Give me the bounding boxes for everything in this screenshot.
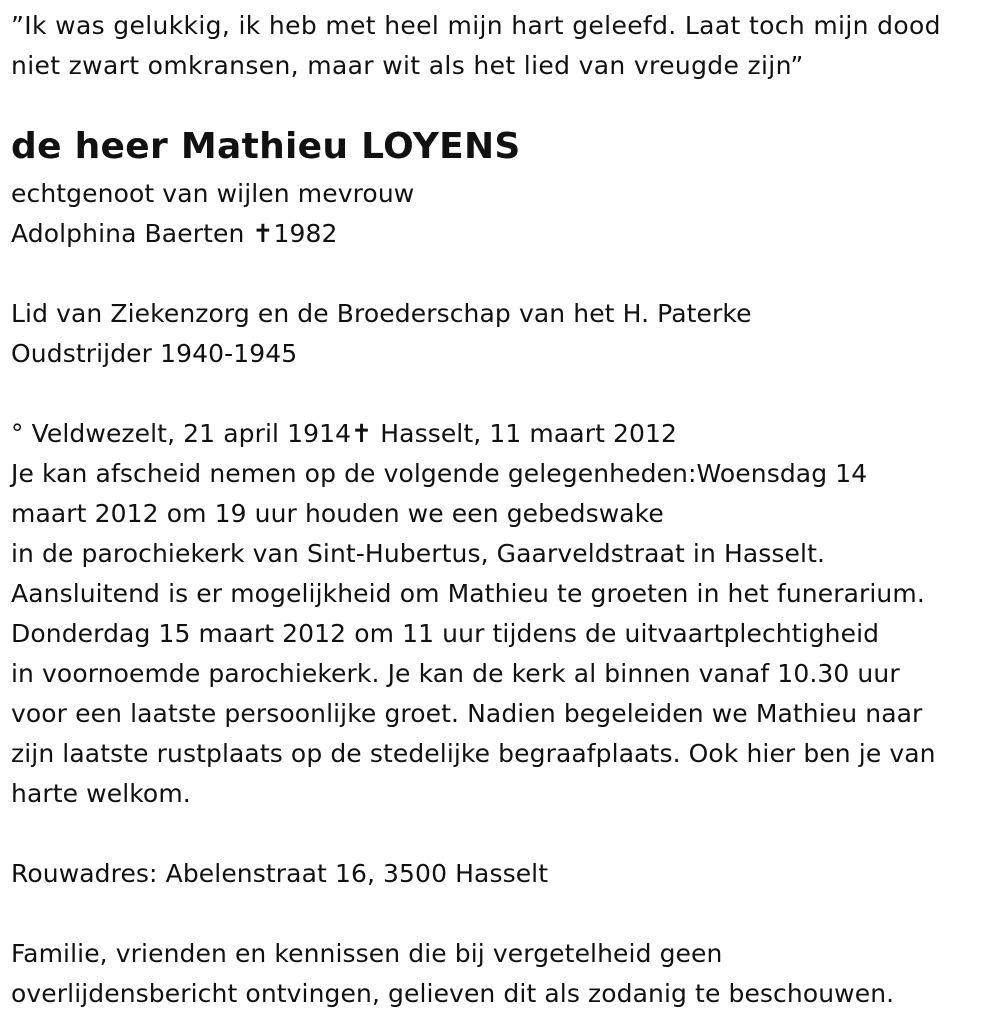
opening-quote	[11, 6, 941, 86]
details-line: Aansluitend is er mogelijkheid om Mathieu te groeten in het funerarium.	[11, 579, 925, 608]
spouse-info	[11, 174, 414, 254]
spouse-line-1: echtgenoot van wijlen mevrouw	[11, 179, 415, 208]
mourning-address	[11, 854, 548, 894]
details-line: in voornoemde parochiekerk. Je kan de kerk al binnen vanaf 10.30 uur	[11, 659, 900, 688]
address-line: Rouwadres: Abelenstraat 16, 3500 Hasselt	[11, 859, 549, 888]
membership-line-2: Oudstrijder 1940-1945	[11, 339, 298, 368]
details-line: Donderdag 15 maart 2012 om 11 uur tijdens de uitvaartplechtigheid	[11, 619, 880, 648]
funeral-details	[11, 414, 936, 814]
membership-line-1: Lid van Ziekenzorg en de Broederschap van het H. Paterke	[11, 299, 752, 328]
family-note	[11, 934, 894, 1014]
details-line: voor een laatste persoonlijke groet. Nadien begeleiden we Mathieu naar	[11, 699, 923, 728]
details-line: harte welkom.	[11, 779, 191, 808]
details-line: maart 2012 om 19 uur houden we een gebedswake	[11, 499, 664, 528]
details-line: Je kan afscheid nemen op de volgende gelegenheden:Woensdag 14	[11, 459, 868, 488]
details-line: in de parochiekerk van Sint-Hubertus, Gaarveldstraat in Hasselt.	[11, 539, 826, 568]
family-note-line-2: overlijdensbericht ontvingen, gelieven dit als zodanig te beschouwen.	[11, 979, 895, 1008]
quote-line-2: niet zwart omkransen, maar wit als het lied van vreugde zijn”	[11, 51, 804, 80]
memberships	[11, 294, 752, 374]
quote-line-1: ”Ik was gelukkig, ik heb met heel mijn hart geleefd. Laat toch mijn dood	[11, 11, 941, 40]
details-line: zijn laatste rustplaats op de stedelijke begraafplaats. Ook hier ben je van	[11, 739, 936, 768]
family-note-line-1: Familie, vrienden en kennissen die bij vergetelheid geen	[11, 939, 723, 968]
birth-death-dates: ° Veldwezelt, 21 april 1914✝ Hasselt, 11 maart 2012	[11, 419, 678, 448]
spouse-line-2: Adolphina Baerten ✝1982	[11, 219, 338, 248]
deceased-name: de heer Mathieu LOYENS	[11, 126, 521, 167]
